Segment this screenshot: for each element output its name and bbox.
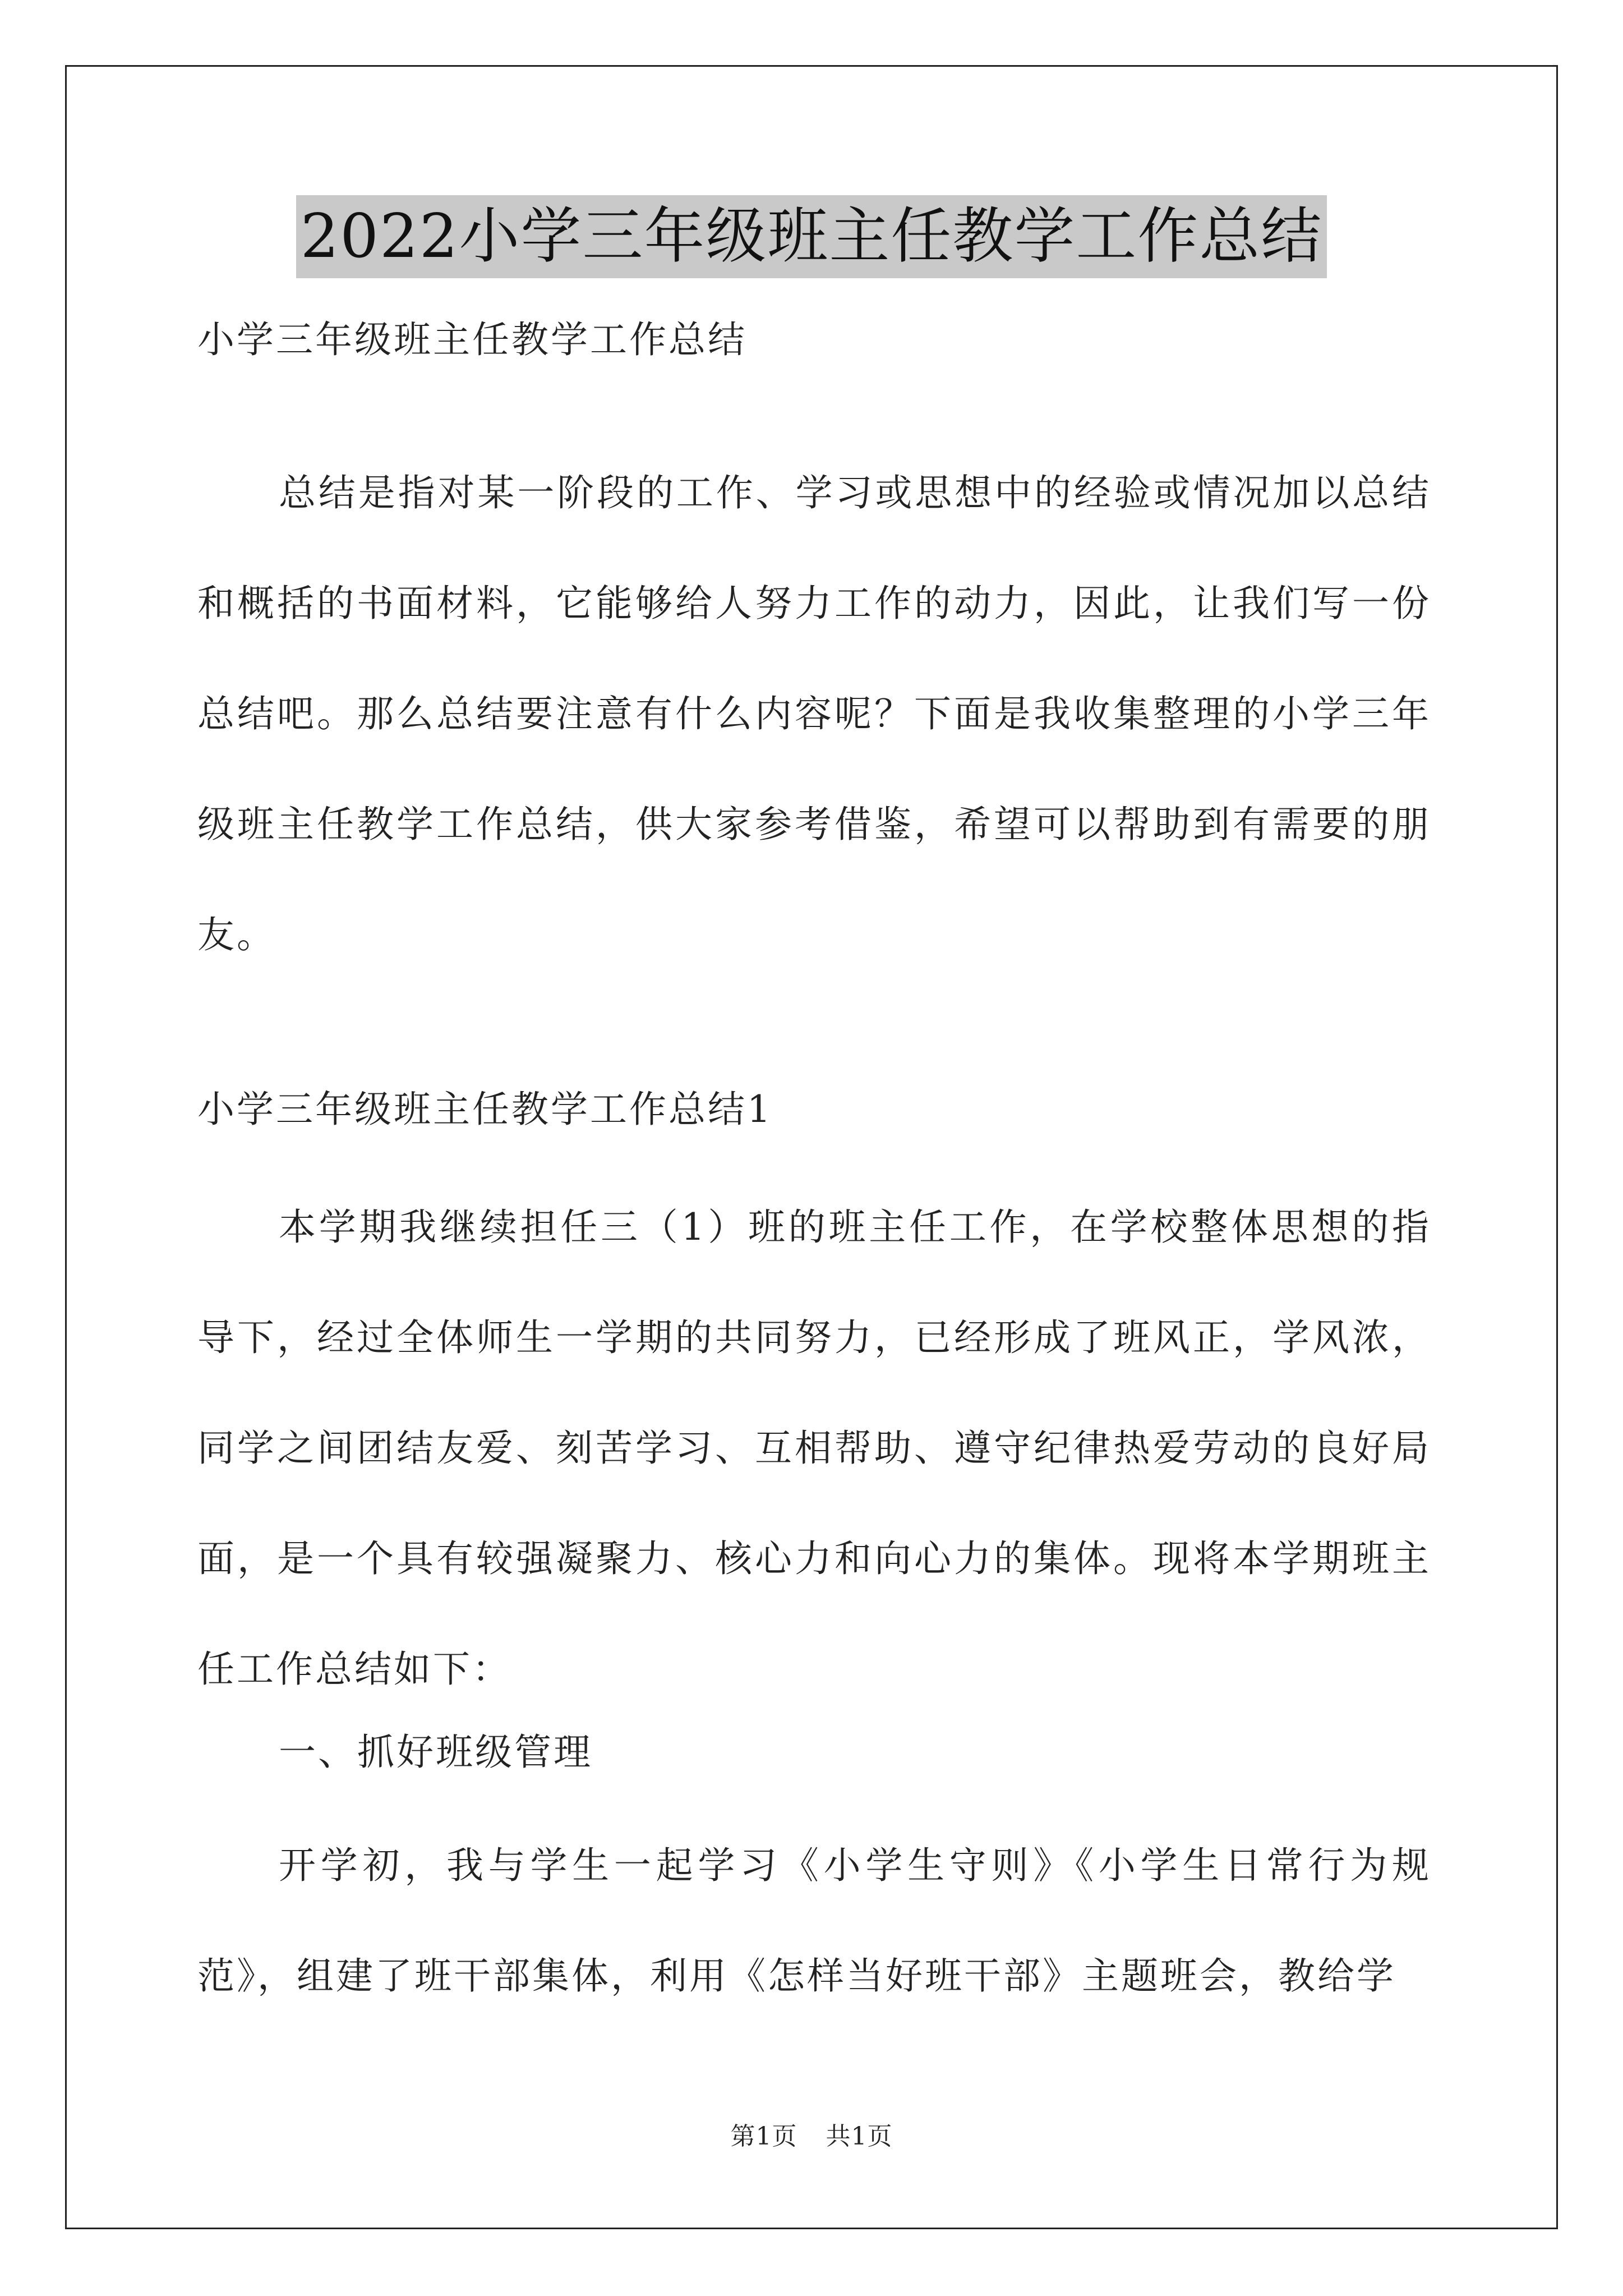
document-subtitle: 小学三年级班主任教学工作总结 (197, 318, 747, 361)
title-container (0, 195, 1623, 278)
heading-paragraph: 开学初，我与学生一起学习《小学生守则》《小学生日常行为规范》，组建了班干部集体，利用《怎样当好班干部》主题班会，教给学 (197, 1844, 1431, 1998)
document-title: 2022小学三年级班主任教学工作总结 (296, 195, 1327, 278)
section-title: 小学三年级班主任教学工作总结1 (197, 1088, 773, 1131)
section-paragraph: 本学期我继续担任三（1）班的班主任工作，在学校整体思想的指导下，经过全体师生一学期的共同努力，已经形成了班风正，学风浓，同学之间团结友爱、刻苦学习、互相帮助、遵守纪律热爱劳动的良好局面，是一个具有较强凝聚力、核心力和向心力的集体。现将本学期班主任工作总结如下： (197, 1205, 1431, 1691)
page-number-total: 共1页 (826, 2122, 893, 2151)
page-footer (0, 2116, 1623, 2152)
page-number-current: 第1页 (730, 2122, 797, 2151)
section-heading: 一、抓好班级管理 (279, 1731, 593, 1774)
intro-paragraph: 总结是指对某一阶段的工作、学习或思想中的经验或情况加以总结和概括的书面材料，它能够给人努力工作的动力，因此，让我们写一份总结吧。那么总结要注意有什么内容呢？下面是我收集整理的小学三年级班主任教学工作总结，供大家参考借鉴，希望可以帮助到有需要的朋友。 (197, 471, 1431, 956)
